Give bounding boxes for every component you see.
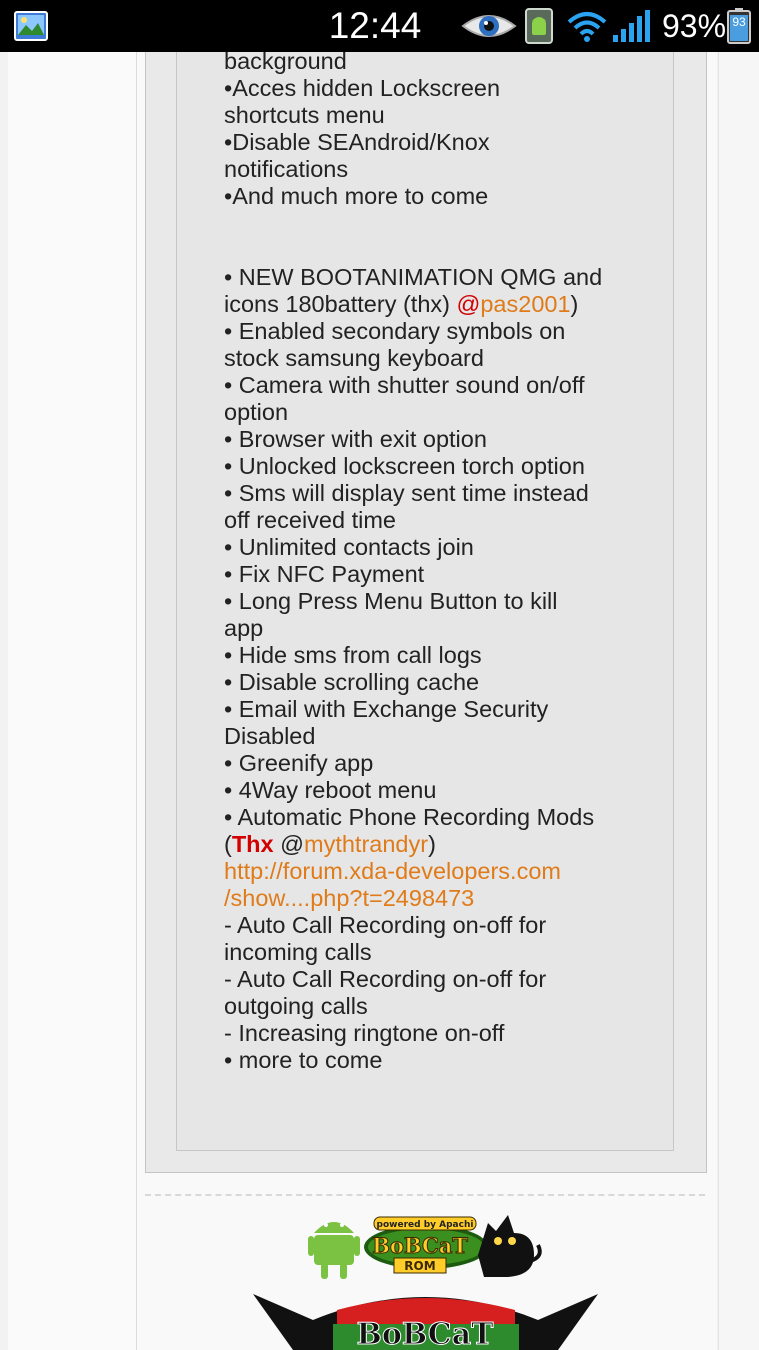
post-line: outgoing calls [224, 993, 368, 1019]
post-line: • NEW BOOTANIMATION QMG and [224, 264, 603, 290]
post-line: • Automatic Phone Recording Mods [224, 804, 595, 830]
post-line: - Auto Call Recording on-off for [224, 966, 547, 992]
wifi-icon [566, 8, 608, 44]
post-line-thx [224, 831, 664, 858]
post-line: •Disable SEAndroid/Knox [224, 129, 490, 155]
post-line: shortcuts menu [224, 102, 385, 128]
logo-tagline: powered by Apachi [376, 1220, 474, 1230]
gallery-icon [14, 9, 50, 43]
paren-close: ) [428, 831, 436, 857]
post-line: • Greenify app [224, 750, 374, 776]
mention-mythtrandyr-link[interactable]: mythtrandyr [304, 831, 429, 857]
post-line: • Fix NFC Payment [224, 561, 425, 587]
post-line: off received time [224, 507, 396, 533]
blank-line [224, 210, 664, 237]
post-line: stock samsung keyboard [224, 345, 484, 371]
android-robot-icon [308, 1222, 360, 1279]
bobcat-rom-logo[interactable] [308, 1205, 544, 1285]
right-margin [718, 52, 759, 1350]
post-line: • Hide sms from call logs [224, 642, 482, 668]
mention-prefix: icons 180battery (thx) [224, 291, 457, 317]
post-line: •And much more to come [224, 183, 489, 209]
post-line: • Email with Exchange Security [224, 696, 549, 722]
post-line: •Acces hidden Lockscreen [224, 75, 501, 101]
mention-pas2001-link[interactable]: pas2001 [480, 291, 571, 317]
thx-label: Thx [231, 831, 274, 857]
paren-open: ( [224, 831, 232, 857]
post-line: notifications [224, 156, 349, 182]
mention-suffix: ) [570, 291, 579, 317]
left-sidebar [8, 52, 137, 1350]
battery-level: 93 [732, 15, 746, 29]
post-line: - Increasing ringtone on-off [224, 1020, 505, 1046]
post-line-mention [224, 291, 664, 318]
banner-logo-name: BoBCaT [356, 1317, 494, 1350]
post-line: • Disable scrolling cache [224, 669, 480, 695]
xda-link-continued[interactable]: /show....php?t=2498473 [224, 885, 475, 911]
signal-icon [610, 8, 652, 44]
mention-at: @ [273, 831, 304, 857]
post-line: option [224, 399, 289, 425]
post-line: • 4Way reboot menu [224, 777, 437, 803]
bobcat-banner-logo[interactable] [253, 1284, 598, 1350]
post-line: incoming calls [224, 939, 372, 965]
post-line: • Long Press Menu Button to kill [224, 588, 558, 614]
post-line: app [224, 615, 264, 641]
logo-name: BoBCaT [372, 1233, 468, 1258]
post-line: • Camera with shutter sound on/off [224, 372, 585, 398]
battery-percent: 93% [662, 8, 727, 44]
blank-line [224, 237, 664, 264]
post-separator [145, 1194, 705, 1196]
post-line: Disabled [224, 723, 316, 749]
mention-at[interactable]: @ [456, 291, 481, 317]
post-line: • Unlocked lockscreen torch option [224, 453, 585, 479]
xda-link[interactable]: http://forum.xda-developers.com [224, 858, 561, 884]
post-line: • Sms will display sent time instead [224, 480, 589, 506]
post-line: - Auto Call Recording on-off for [224, 912, 547, 938]
clock: 12:44 [328, 5, 422, 46]
android-icon [523, 7, 555, 45]
post-line: • more to come [224, 1047, 383, 1073]
post-text [224, 48, 664, 1074]
black-cat-icon [478, 1215, 540, 1277]
web-page[interactable] [0, 48, 759, 1350]
post-line: background [224, 48, 347, 74]
eye-icon [460, 8, 518, 44]
post-line: • Enabled secondary symbols on [224, 318, 566, 344]
post-line: • Browser with exit option [224, 426, 487, 452]
status-bar [0, 0, 759, 52]
post-line: • Unlimited contacts join [224, 534, 474, 560]
logo-sub: ROM [404, 1259, 436, 1273]
